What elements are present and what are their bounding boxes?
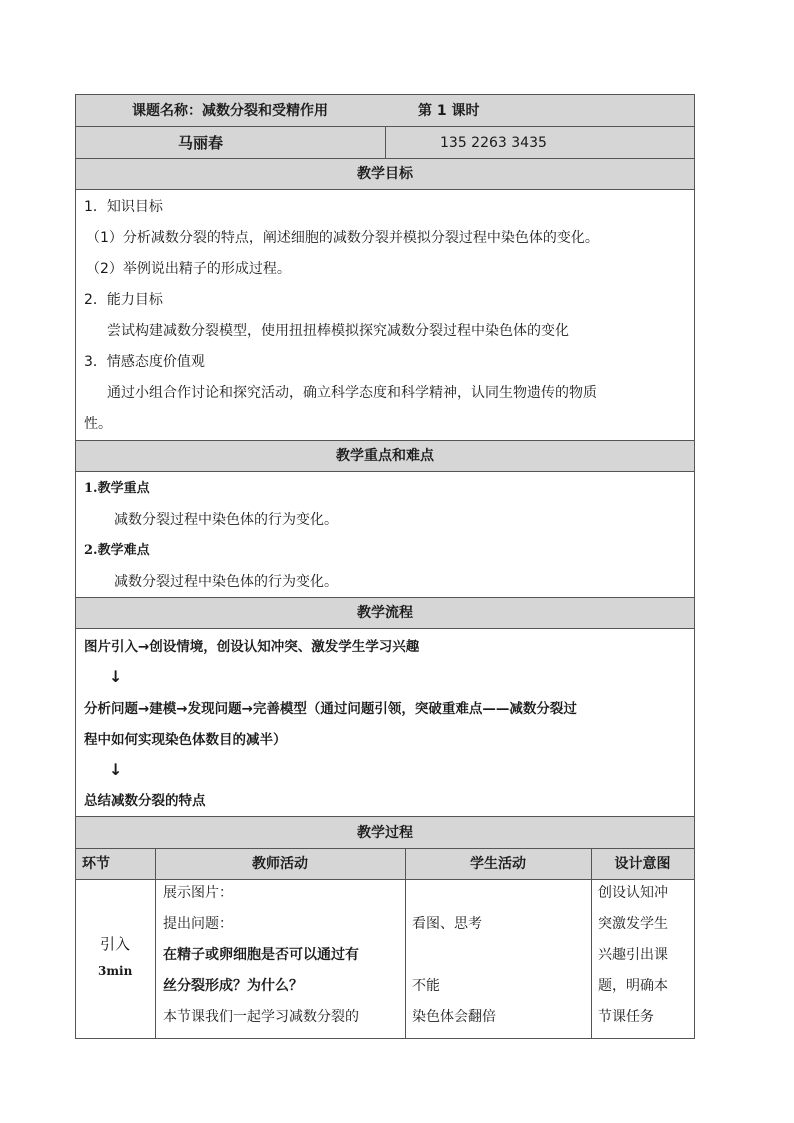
design-intent: 突激发学生 <box>598 916 668 932</box>
objective-item: （2）举例说出精子的形成过程。 <box>86 261 291 277</box>
teacher-name: 马丽春 <box>178 134 224 152</box>
objective-item: 性。 <box>84 416 112 432</box>
key-point-text: 减数分裂过程中染色体的行为变化。 <box>114 512 338 528</box>
key-point-label: 1.教学重点 <box>84 481 150 496</box>
objective-item: （1）分析减数分裂的特点，阐述细胞的减数分裂并模拟分裂过程中染色体的变化。 <box>86 230 599 246</box>
column-header-student: 学生活动 <box>470 856 526 872</box>
keypoints-body <box>76 472 694 598</box>
keypoints-heading: 教学重点和难点 <box>336 448 434 464</box>
column-header-stage: 环节 <box>82 856 110 872</box>
objectives-body <box>76 190 694 441</box>
process-heading: 教学过程 <box>357 825 413 841</box>
lesson-plan-table <box>75 94 695 1039</box>
student-activity: 看图、思考 <box>412 916 482 932</box>
down-arrow-icon: ↓ <box>109 667 123 686</box>
difficulty-label: 2.教学难点 <box>84 543 150 558</box>
column-divider <box>591 849 592 1038</box>
flow-step: 图片引入→创设情境，创设认知冲突、激发学生学习兴趣 <box>84 639 420 655</box>
flow-step: 总结减数分裂的特点 <box>84 793 206 809</box>
objective-item: 3．情感态度价值观 <box>84 354 205 370</box>
teacher-activity: 展示图片： <box>163 885 233 901</box>
objectives-heading-row <box>76 159 694 190</box>
teacher-phone: 135 2263 3435 <box>440 135 547 151</box>
down-arrow-icon: ↓ <box>109 760 123 779</box>
flow-heading-row <box>76 598 694 629</box>
student-activity: 染色体会翻倍 <box>412 1009 496 1025</box>
process-heading-row <box>76 817 694 849</box>
column-divider <box>405 849 406 1038</box>
course-title: 课题名称：减数分裂和受精作用 <box>132 103 328 119</box>
teacher-activity: 提出问题： <box>163 916 233 932</box>
difficulty-text: 减数分裂过程中染色体的行为变化。 <box>114 574 338 590</box>
column-header-intent: 设计意图 <box>614 856 671 872</box>
objective-item: 尝试构建减数分裂模型，使用扭扭棒模拟探究减数分裂过程中染色体的变化 <box>107 323 569 339</box>
objective-item: 2．能力目标 <box>84 292 163 308</box>
teacher-activity: 本节课我们一起学习减数分裂的 <box>163 1009 359 1025</box>
keypoints-heading-row <box>76 441 694 472</box>
stage-name: 引入 <box>100 935 131 953</box>
stage-duration: 3min <box>98 964 133 978</box>
student-activity: 不能 <box>412 978 440 994</box>
objectives-heading: 教学目标 <box>357 166 413 182</box>
teacher-activity: 丝分裂形成？为什么？ <box>163 978 303 994</box>
flow-heading: 教学流程 <box>357 605 413 621</box>
process-columns-row <box>76 849 694 880</box>
flow-step: 程中如何实现染色体数目的减半） <box>84 732 287 748</box>
design-intent: 兴趣引出课 <box>598 947 668 963</box>
flow-step: 分析问题→建模→发现问题→完善模型（通过问题引领，突破重难点——减数分裂过 <box>84 701 577 717</box>
objective-item: 通过小组合作讨论和探究活动，确立科学态度和科学精神，认同生物遗传的物质 <box>107 385 597 401</box>
column-header-teacher: 教师活动 <box>252 856 308 872</box>
process-row-intro <box>76 880 694 1038</box>
teacher-activity: 在精子或卵细胞是否可以通过有 <box>163 947 359 963</box>
teacher-divider <box>385 127 386 158</box>
title-row <box>76 95 694 127</box>
flow-body <box>76 629 694 817</box>
design-intent: 创设认知冲 <box>598 885 668 901</box>
lesson-number: 第 1 课时 <box>418 103 480 119</box>
design-intent: 题，明确本 <box>598 978 668 994</box>
column-divider <box>155 849 156 1038</box>
objective-item: 1．知识目标 <box>84 199 163 215</box>
design-intent: 节课任务 <box>598 1009 654 1025</box>
teacher-row <box>76 127 694 159</box>
